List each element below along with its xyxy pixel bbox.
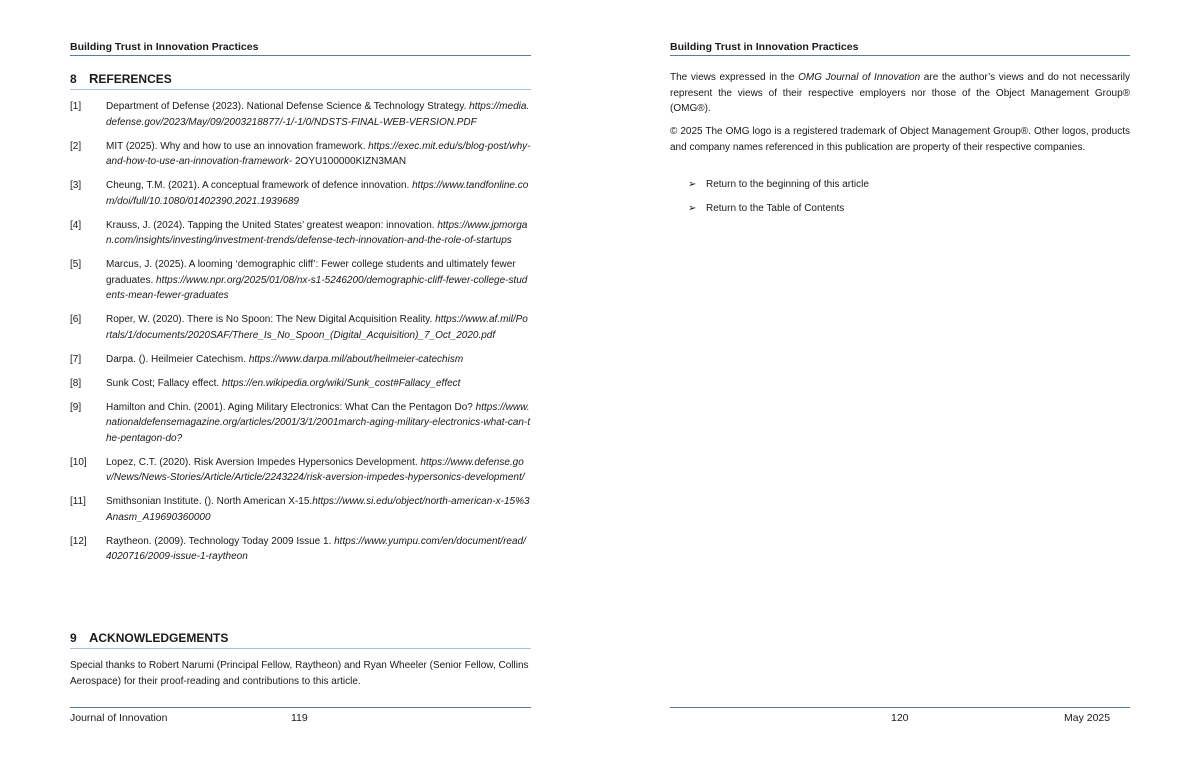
footer-rule [70, 707, 531, 708]
reference-item [70, 494, 531, 525]
reference-citation: Cheung, T.M. (2021). A conceptual framework of defence innovation. [106, 180, 413, 191]
heading-initial: A [89, 630, 99, 645]
acknowledgements-text: Special thanks to Robert Narumi (Principal Fellow, Raytheon) and Ryan Wheeler (Senior Fellow, Collins Aerospace) for their proof-reading and contributions to this article. [70, 660, 529, 687]
reference-citation: Krauss, J. (2024). Tapping the United States’ greatest weapon: innovation. [106, 219, 438, 231]
footer-rule [670, 707, 1130, 708]
reference-item [70, 312, 531, 343]
reference-number: [5] [70, 259, 82, 270]
reference-url[interactable]: https://exec.mit.edu/s/blog-post/why-and-how-to-use-an-innovation-framework- [106, 140, 531, 167]
right-page [670, 0, 1130, 776]
issue-date: May 2025 [1064, 712, 1111, 724]
reference-body [106, 534, 531, 565]
reference-number: [7] [70, 353, 82, 365]
reference-body [106, 257, 531, 304]
reference-number: [12] [70, 535, 87, 547]
heading-initial: R [89, 71, 99, 86]
reference-url[interactable]: https://www.si.edu/object/north-american-x-15%3Anasm_A19690360000 [106, 496, 530, 523]
page-number: 119 [291, 712, 308, 724]
arrowhead-bullet-icon: ➢ [688, 203, 697, 214]
reference-citation: Smithsonian Institute. (). North American X-15. [106, 496, 313, 507]
reference-number: [8] [70, 377, 82, 389]
reference-item [70, 352, 531, 368]
reference-citation: Marcus, J. (2025). A looming ‘demographic cliff’: Fewer college students and ultimately fewer graduates. [106, 259, 516, 286]
reference-item [70, 178, 531, 209]
heading-rest: CKNOWLEDGEMENTS [98, 631, 229, 645]
reference-url[interactable]: https://www.jpmorgan.com/insights/investing/investment-trends/defense-tech-innovation-and-the-role-of-startups [106, 219, 528, 246]
reference-url[interactable]: https://www.af.mil/Portals/1/documents/2020SAF/There_Is_No_Spoon_(Digital_Acquisition)_7_Oct_2020.pdf [106, 314, 528, 341]
reference-number: [11] [70, 496, 86, 507]
reference-body [106, 218, 531, 249]
reference-number: [2] [70, 140, 82, 152]
page-number: 120 [891, 712, 909, 724]
reference-url[interactable]: https://www.tandfonline.com/doi/full/10.1080/01402390.2021.1939689 [106, 180, 529, 207]
reference-number: [1] [70, 101, 82, 112]
journal-title: OMG Journal of Innovation [798, 72, 921, 83]
reference-citation: Roper, W. (2020). There is No Spoon: The New Digital Acquisition Reality. [106, 314, 436, 325]
link-label[interactable]: Return to the beginning of this article [706, 179, 869, 190]
reference-body [106, 455, 531, 486]
reference-url[interactable]: https://www.yumpu.com/en/document/read/4020716/2009-issue-1-raytheon [106, 535, 526, 562]
disclaimer-paragraph [670, 70, 1130, 117]
disclaimer-text-end: are the author’s views and do not necessarily represent the views of their respective employers nor those of the Object Management Group® (OMG®). [670, 72, 1130, 114]
reference-item [70, 218, 531, 249]
reference-citation: Sunk Cost; Fallacy effect. [106, 377, 222, 389]
reference-number: [9] [70, 401, 82, 413]
reference-number: [4] [70, 219, 82, 231]
left-page [70, 0, 531, 776]
references-heading [70, 71, 531, 90]
reference-item [70, 257, 531, 304]
reference-citation: Hamilton and Chin. (2001). Aging Military Electronics: What Can the Pentagon Do? [106, 401, 476, 413]
reference-item [70, 455, 531, 486]
reference-body [106, 312, 531, 343]
reference-body [106, 99, 531, 130]
reference-citation: Department of Defense (2023). National Defense Science & Technology Strategy. [106, 101, 470, 112]
reference-url[interactable]: https://www.npr.org/2025/01/08/nx-s1-5246200/demographic-cliff-fewer-college-students-mean-fewer-graduates [106, 274, 528, 301]
section-number: 8 [70, 72, 77, 86]
running-header: Building Trust in Innovation Practices [670, 41, 1130, 56]
reference-item [70, 376, 531, 392]
references-list [70, 99, 531, 573]
reference-number: [3] [70, 180, 82, 191]
reference-body [106, 376, 531, 392]
disclaimer-text-start: The views expressed in the [670, 72, 799, 83]
reference-url[interactable]: https://www.darpa.mil/about/heilmeier-catechism [248, 353, 464, 365]
reference-body [106, 178, 531, 209]
arrowhead-bullet-icon: ➢ [688, 179, 697, 190]
heading-rest: EFERENCES [98, 72, 172, 86]
reference-body [106, 400, 531, 447]
copyright-paragraph: © 2025 The OMG logo is a registered trademark of Object Management Group®. Other logos, products and company names referenced in this publication are property of their respective companies. [670, 126, 1130, 153]
link-article-start[interactable] [688, 179, 869, 190]
reference-item [70, 400, 531, 447]
section-number: 9 [70, 631, 77, 645]
reference-number: [10] [70, 456, 87, 468]
footer-journal-name: Journal of Innovation [70, 712, 168, 724]
reference-body [106, 494, 531, 525]
reference-url[interactable]: https://en.wikipedia.org/wiki/Sunk_cost#Fallacy_effect [221, 377, 461, 389]
link-label[interactable]: Return to the Table of Contents [706, 203, 845, 214]
reference-url[interactable]: https://www.nationaldefensemagazine.org/articles/2001/3/1/2001march-aging-military-electronics-what-can-the-pentagon-do? [106, 401, 531, 444]
running-header: Building Trust in Innovation Practices [70, 41, 531, 56]
reference-body [106, 139, 531, 170]
reference-item [70, 99, 531, 130]
reference-item [70, 139, 531, 170]
reference-citation: MIT (2025). Why and how to use an innovation framework. [106, 140, 369, 152]
reference-number: [6] [70, 314, 82, 325]
acknowledgements-heading [70, 630, 531, 649]
reference-url[interactable]: https://media.defense.gov/2023/May/09/2003218877/-1/-1/0/NDSTS-FINAL-WEB-VERSION.PDF [106, 101, 530, 128]
reference-citation: Lopez, C.T. (2020). Risk Aversion Impedes Hypersonics Development. [106, 456, 421, 468]
reference-url[interactable]: https://www.defense.gov/News/News-Stories/Article/Article/2243224/risk-aversion-impedes-hypersonics-development/ [106, 456, 525, 483]
reference-suffix: 2OYU100000KIZN3MAN [292, 156, 407, 167]
reference-body [106, 352, 531, 368]
reference-citation: Raytheon. (2009). Technology Today 2009 Issue 1. [106, 535, 335, 547]
link-table-of-contents[interactable] [688, 203, 844, 214]
reference-item [70, 534, 531, 565]
reference-citation: Darpa. (). Heilmeier Catechism. [106, 353, 249, 365]
